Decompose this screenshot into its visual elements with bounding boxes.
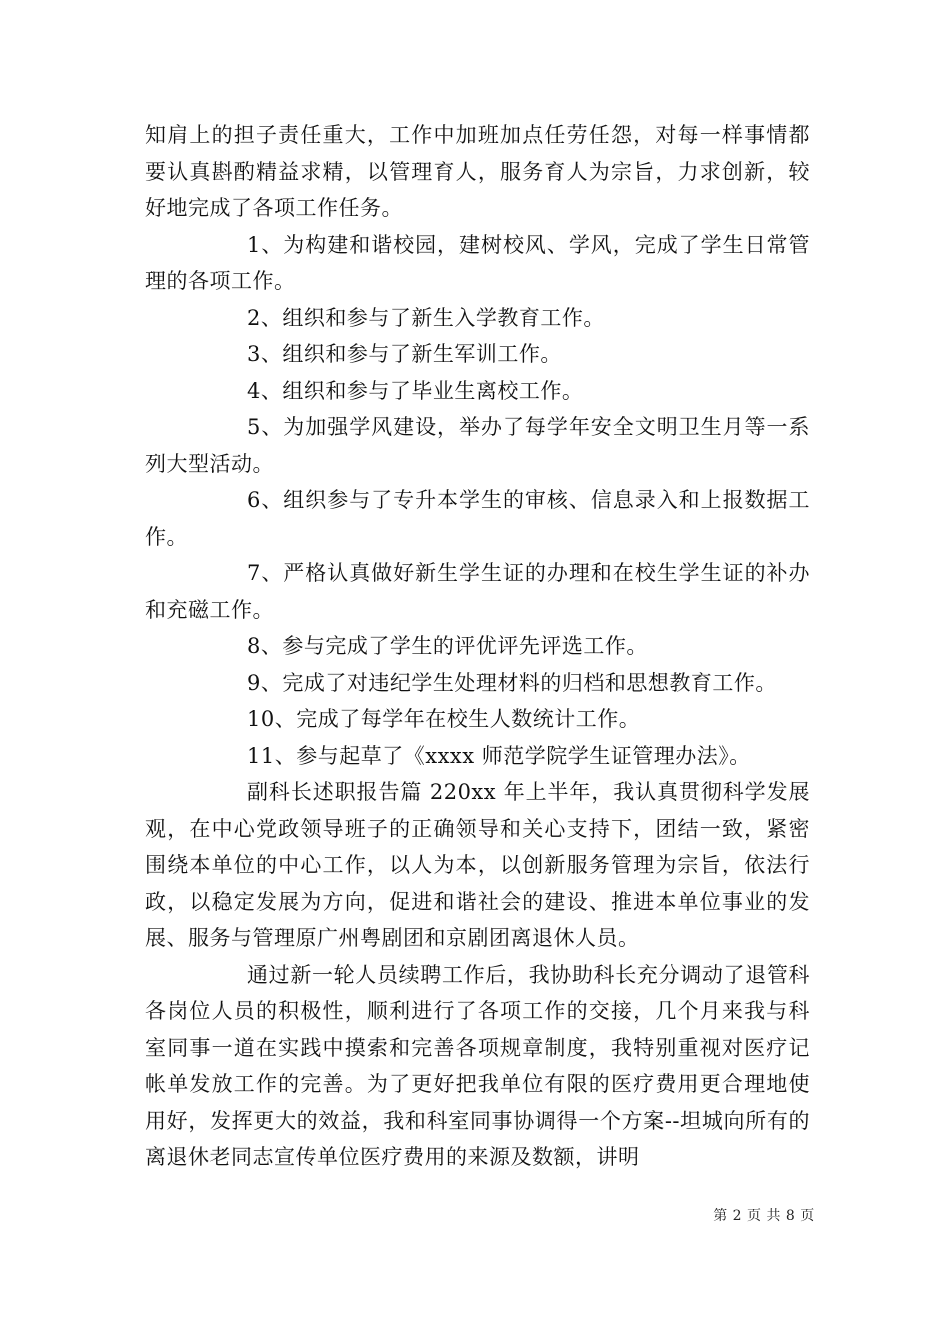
- list-item: 5、为加强学风建设，举办了每学年安全文明卫生月等一系列大型活动。: [145, 415, 810, 476]
- list-item: 1、为构建和谐校园，建树校风、学风，完成了学生日常管理的各项工作。: [145, 232, 810, 293]
- list-item: 9、完成了对违纪学生处理材料的归档和思想教育工作。: [247, 670, 777, 695]
- paragraph-continuation: 知肩上的担子责任重大，工作中加班加点任劳任怨，对每一样事情都要认真斟酌精益求精，以管理育人，服务育人为宗旨，力求创新，较好地完成了各项工作任务。: [145, 123, 810, 220]
- list-item: 10、完成了每学年在校生人数统计工作。: [247, 707, 641, 731]
- list-item: 6、组织参与了专升本学生的审核、信息录入和上报数据工作。: [145, 488, 810, 549]
- page-footer: [0, 1205, 950, 1225]
- paragraph-work-details: 通过新一轮人员续聘工作后，我协助科长充分调动了退管科各岗位人员的积极性，顺利进行了各项工作的交接，几个月来我与科室同事一道在实践中摸索和完善各项规章制度，我特别重视对医疗记帐单发放工作的完善。为了更好把我单位有限的医疗费用更合理地使用好，发挥更大的效益，我和科室同事协调得一个方案--坦城向所有的离退休老同志宣传单位医疗费用的来源及数额，讲明: [145, 962, 810, 1169]
- list-item: 3、组织和参与了新生军训工作。: [247, 342, 562, 366]
- paragraph-report-intro: 副科长述职报告篇 220xx 年上半年，我认真贯彻科学发展观，在中心党政领导班子的正确领导和关心支持下，团结一致，紧密围绕本单位的中心工作，以人为本，以创新服务管理为宗旨，依法行政，以稳定发展为方向，促进和谐社会的建设、推进本单位事业的发展、服务与管理原广州粤剧团和京剧团离退休人员。: [145, 780, 810, 950]
- list-item: 4、组织和参与了毕业生离校工作。: [247, 378, 584, 403]
- list-item: 7、严格认真做好新生学生证的办理和在校生学生证的补办和充磁工作。: [145, 561, 810, 622]
- list-item: 2、组织和参与了新生入学教育工作。: [247, 305, 605, 330]
- document-body: [145, 117, 810, 1176]
- list-item: 11、参与起草了《xxxx 师范学院学生证管理办法》。: [247, 743, 751, 768]
- page-number: 第 2 页 共 8 页: [713, 1208, 815, 1224]
- list-item: 8、参与完成了学生的评优评先评选工作。: [247, 634, 648, 658]
